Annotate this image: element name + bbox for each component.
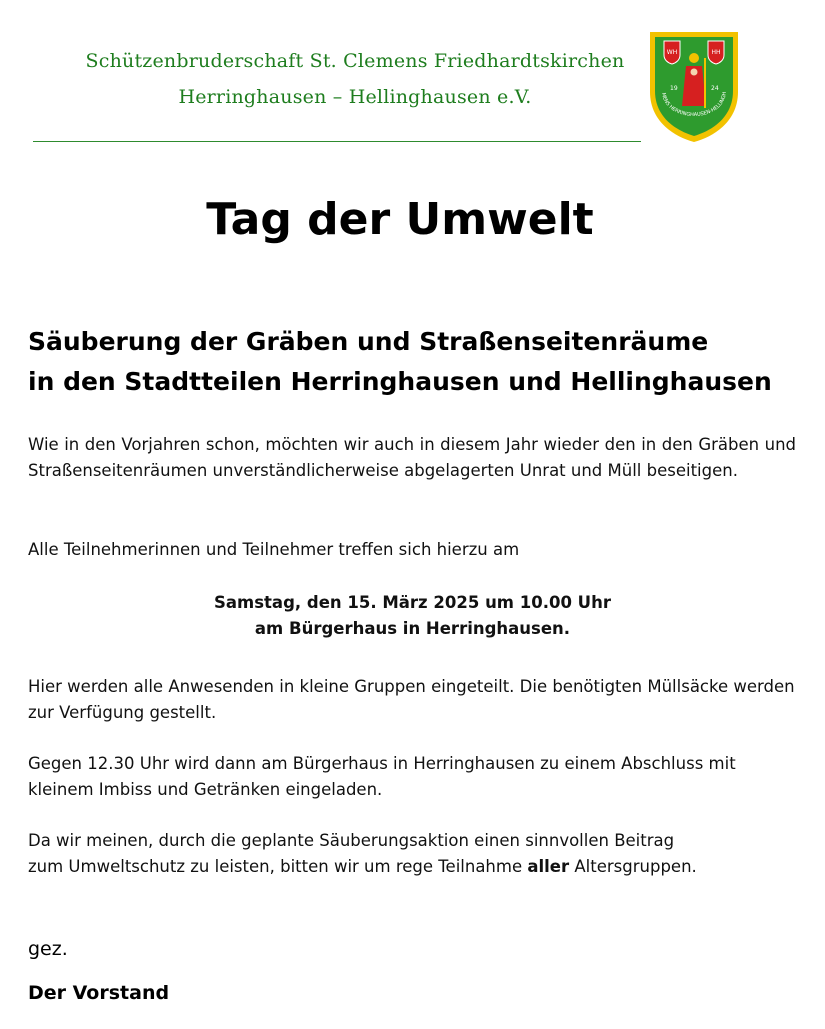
appeal-emphasis: aller: [527, 857, 570, 876]
crest-year-left: 19: [670, 85, 678, 92]
crest-year-right: 24: [711, 85, 719, 92]
page-title: Tag der Umwelt: [206, 194, 594, 245]
appeal-text: zum Umweltschutz zu leisten, bitten wir um rege Teilnahme: [28, 857, 528, 876]
organization-name: Schützenbruderschaft St. Clemens Friedhardtskirchen: [85, 50, 625, 72]
organization-location: Herringhausen – Hellinghausen e.V.: [178, 86, 532, 108]
groups-paragraph: Hier werden alle Anwesenden in kleine Gruppen eingeteilt. Die benötigten Müllsäcke werden zur Verfügung gestellt.: [28, 677, 795, 722]
header-divider: [33, 141, 641, 142]
subtitle-line-1: Säuberung der Gräben und Straßenseitenräume: [28, 327, 709, 356]
event-date: Samstag, den 15. März 2025 um 10.00 Uhr: [214, 593, 611, 612]
appeal-text-end: Altersgruppen.: [569, 857, 697, 876]
signature-gez: gez.: [28, 938, 68, 960]
appeal-line-1: Da wir meinen, durch die geplante Säuberungsaktion einen sinnvollen Beitrag: [28, 831, 675, 850]
crest-right-label: HH: [711, 49, 721, 56]
crest-left-label: WH: [666, 49, 678, 56]
appeal-paragraph: [28, 828, 796, 880]
appeal-line-2: [28, 854, 796, 880]
signature-board: Der Vorstand: [28, 982, 170, 1004]
subtitle: [28, 322, 808, 402]
meeting-paragraph: Alle Teilnehmerinnen und Teilnehmer treffen sich hierzu am: [28, 540, 520, 559]
shield-crest-icon: [646, 28, 742, 146]
intro-paragraph: Wie in den Vorjahren schon, möchten wir auch in diesem Jahr wieder den in den Gräben und Straßenseitenräumen unverständlicherweise abgelagerten Unrat und Müll beseitigen.: [28, 435, 796, 480]
event-location: am Bürgerhaus in Herringhausen.: [254, 619, 571, 638]
subtitle-line-2: in den Stadtteilen Herringhausen und Hellinghausen: [28, 367, 772, 396]
crest-ring-text: MENS HERRINGHAUSEN-HELLINGH: [660, 91, 729, 119]
closing-paragraph: Gegen 12.30 Uhr wird dann am Bürgerhaus in Herringhausen zu einem Abschluss mit kleinem Imbiss und Getränken eingeladen.: [28, 754, 736, 799]
